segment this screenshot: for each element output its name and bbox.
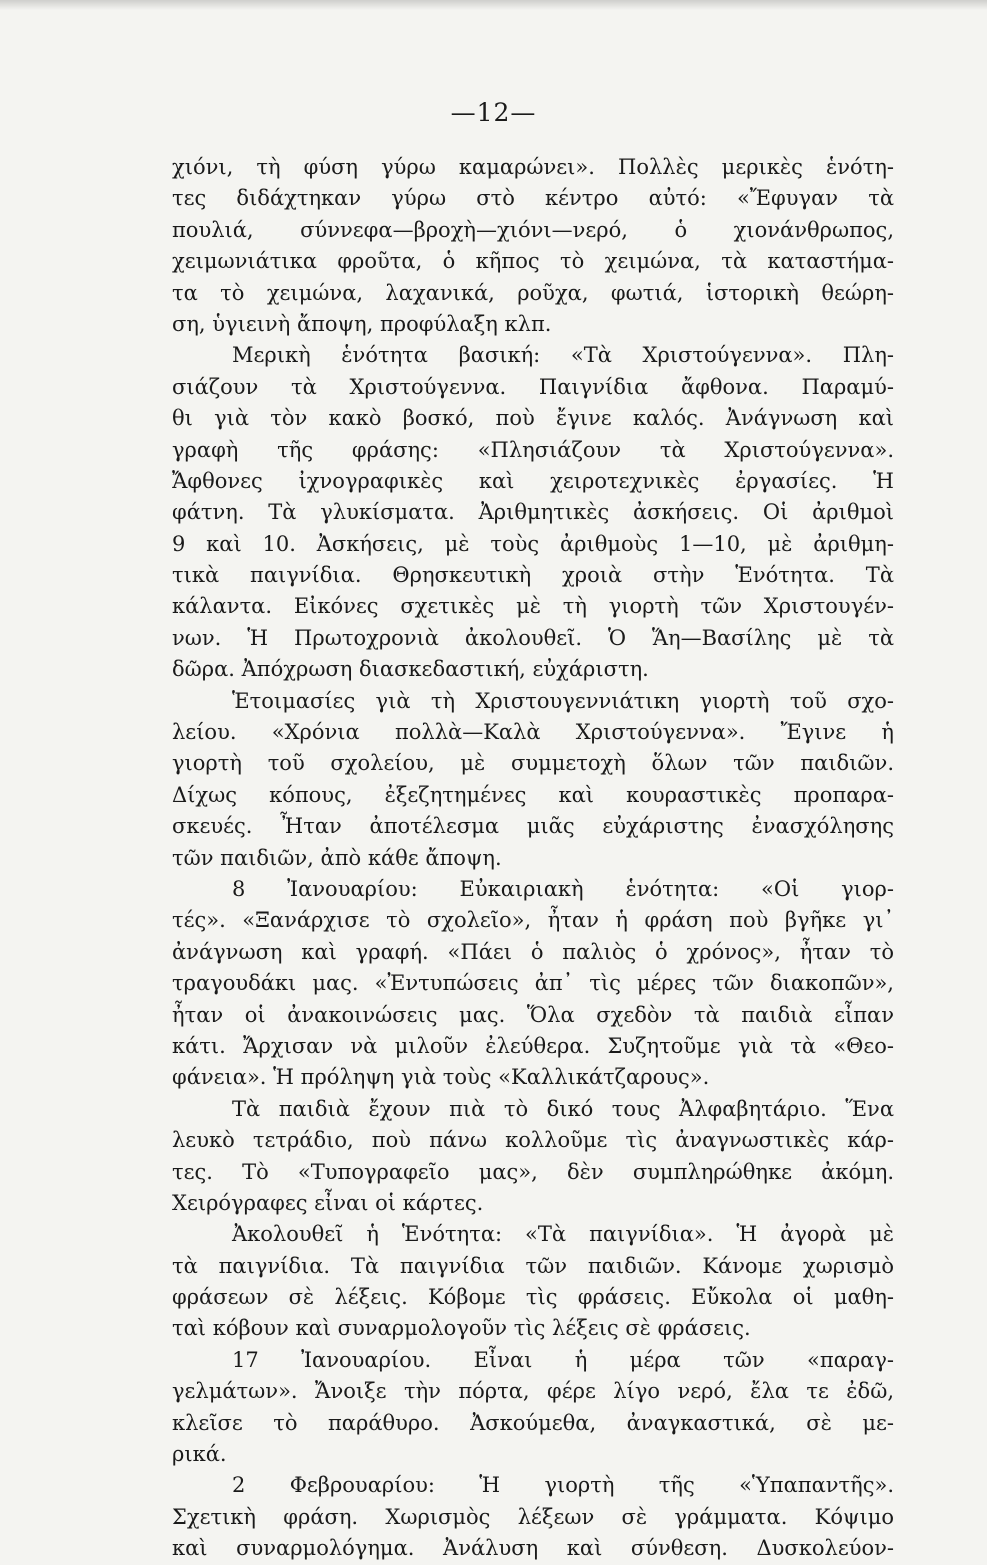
text-line: σιάζουν τὰ Χριστούγεννα. Παιγνίδια ἄφθονα. Παραμύ- bbox=[172, 374, 894, 399]
text-line: θι γιὰ τὸν κακὸ βοσκό, ποὺ ἔγινε καλός. Ἀνάγνωση καὶ bbox=[172, 406, 894, 431]
text-line: ἦταν οἱ ἀνακοινώσεις μας. Ὅλα σχεδὸν τὰ παιδιὰ εἶπαν bbox=[172, 1002, 894, 1027]
body-text bbox=[172, 152, 894, 1565]
text-line: πουλιά, σύννεφα—βροχὴ—χιόνι—νερό, ὁ χιονάνθρωπος, bbox=[172, 217, 894, 242]
text-line: Δίχως κόπους, ἐξεζητημένες καὶ κουραστικὲς προπαρα- bbox=[172, 782, 894, 807]
text-line: ταὶ κόβουν καὶ συναρμολογοῦν τὶς λέξεις σὲ φράσεις. bbox=[172, 1316, 751, 1341]
text-line: γιορτὴ τοῦ σχολείου, μὲ συμμετοχὴ ὅλων τῶν παιδιῶν. bbox=[172, 751, 894, 776]
text-line: φάνεια». Ἡ πρόληψη γιὰ τοὺς «Καλλικάτζαρους». bbox=[172, 1065, 710, 1090]
text-line: φράσεων σὲ λέξεις. Κόβομε τὶς φράσεις. Εὔκολα οἱ μαθη- bbox=[172, 1285, 894, 1310]
page-number: —12— bbox=[450, 98, 537, 127]
text-line: λευκὸ τετράδιο, ποὺ πάνω κολλοῦμε τὶς ἀναγνωστικὲς κάρ- bbox=[172, 1128, 894, 1153]
text-line: 2 Φεβρουαρίου: Ἡ γιορτὴ τῆς «Ὑπαπαντῆς». bbox=[232, 1473, 894, 1498]
text-line: γελμάτων». Ἄνοιξε τὴν πόρτα, φέρε λίγο νερό, ἔλα τε ἐδῶ, bbox=[172, 1379, 894, 1404]
text-line: Χειρόγραφες εἶναι οἱ κάρτες. bbox=[172, 1190, 484, 1215]
text-line: φάτνη. Τὰ γλυκίσματα. Ἀριθμητικὲς ἀσκήσεις. Οἱ ἀριθμοὶ bbox=[172, 500, 894, 525]
text-line: χιόνι, τὴ φύση γύρω καμαρώνει». Πολλὲς μερικὲς ἑνότη- bbox=[172, 155, 894, 179]
text-line: Ἑτοιμασίες γιὰ τὴ Χριστουγεννιάτικη γιορτὴ τοῦ σχο- bbox=[232, 688, 894, 713]
text-line: 17 Ἰανουαρίου. Εἶναι ἡ μέρα τῶν «παραγ- bbox=[232, 1347, 894, 1372]
text-line: Σχετικὴ φράση. Χωρισμὸς λέξεων σὲ γράμματα. Κόψιμο bbox=[172, 1504, 894, 1529]
text-line: σκευές. Ἦταν ἀποτέλεσμα μιᾶς εὐχάριστης ἐνασχόλησης bbox=[172, 814, 894, 839]
text-line: 9 καὶ 10. Ἀσκήσεις, μὲ τοὺς ἀριθμοὺς 1—10, μὲ ἀριθμη- bbox=[172, 531, 894, 556]
text-line: λείου. «Χρόνια πολλὰ—Καλὰ Χριστούγεννα». Ἔγινε ἡ bbox=[172, 720, 894, 745]
text-line: ρικά. bbox=[172, 1442, 227, 1467]
text-line: Ἀκολουθεῖ ἡ Ἑνότητα: «Τὰ παιγνίδια». Ἡ ἀγορὰ μὲ bbox=[232, 1222, 894, 1247]
scan-top-edge bbox=[0, 0, 987, 10]
text-line: τες διδάχτηκαν γύρω στὸ κέντρο αὐτό: «Ἔφυγαν τὰ bbox=[172, 186, 894, 211]
text-line: τῶν παιδιῶν, ἀπὸ κάθε ἄποψη. bbox=[172, 845, 502, 870]
text-line: κάτι. Ἄρχισαν νὰ μιλοῦν ἐλεύθερα. Συζητοῦμε γιὰ τὰ «Θεο- bbox=[172, 1033, 894, 1058]
text-line: Τὰ παιδιὰ ἔχουν πιὰ τὸ δικό τους Ἀλφαβητάριο. Ἕνα bbox=[232, 1096, 894, 1121]
text-line: ἀνάγνωση καὶ γραφή. «Πάει ὁ παλιὸς ὁ χρόνος», ἦταν τὸ bbox=[172, 939, 894, 964]
text-line: δῶρα. Ἀπόχρωση διασκεδαστική, εὐχάριστη. bbox=[172, 657, 649, 682]
text-line: κλεῖσε τὸ παράθυρο. Ἀσκούμεθα, ἀναγκαστικά, σὲ με- bbox=[172, 1410, 894, 1435]
text-line: Ἄφθονες ἰχνογραφικὲς καὶ χειροτεχνικὲς ἐργασίες. Ἡ bbox=[172, 468, 894, 493]
text-line: γραφὴ τῆς φράσης: «Πλησιάζουν τὰ Χριστούγεννα». bbox=[172, 437, 894, 462]
text-line: τα τὸ χειμώνα, λαχανικά, ροῦχα, φωτιά, ἱστορικὴ θεώρη- bbox=[172, 280, 894, 305]
text-line: νων. Ἡ Πρωτοχρονιὰ ἀκολουθεῖ. Ὁ Ἅη—Βασίλης μὲ τὰ bbox=[172, 625, 894, 650]
text-line: τές». «Ξανάρχισε τὸ σχολεῖο», ἦταν ἡ φράση ποὺ βγῆκε γι᾽ bbox=[172, 908, 894, 933]
text-line: τὰ παιγνίδια. Τὰ παιγνίδια τῶν παιδιῶν. Κάνομε χωρισμὸ bbox=[172, 1253, 894, 1278]
text-line: Μερικὴ ἑνότητα βασική: «Τὰ Χριστούγεννα». Πλη- bbox=[232, 343, 894, 368]
text-line: τες. Τὸ «Τυπογραφεῖο μας», δὲν συμπληρώθηκε ἀκόμη. bbox=[172, 1159, 894, 1184]
text-line: 8 Ἰανουαρίου: Εὐκαιριακὴ ἑνότητα: «Οἱ γιορ- bbox=[232, 876, 894, 901]
text-line: τικὰ παιγνίδια. Θρησκευτικὴ χροιὰ στὴν Ἑνότητα. Τὰ bbox=[172, 563, 894, 588]
text-line: ση, ὑγιεινὴ ἄποψη, προφύλαξη κλπ. bbox=[172, 311, 552, 336]
text-line: τραγουδάκι μας. «Ἐντυπώσεις ἀπ᾽ τὶς μέρες τῶν διακοπῶν», bbox=[172, 971, 894, 996]
text-line: κάλαντα. Εἰκόνες σχετικὲς μὲ τὴ γιορτὴ τῶν Χριστουγέν- bbox=[172, 594, 894, 619]
text-line: χειμωνιάτικα φροῦτα, ὁ κῆπος τὸ χειμώνα, τὰ καταστήμα- bbox=[172, 249, 894, 274]
text-line: καὶ συναρμολόγημα. Ἀνάλυση καὶ σύνθεση. Δυσκολεύον- bbox=[172, 1536, 894, 1561]
